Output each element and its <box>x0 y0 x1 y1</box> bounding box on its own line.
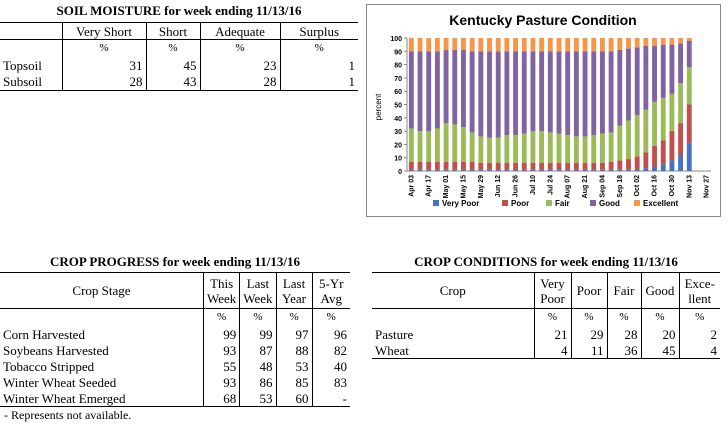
chart-bar-segment <box>661 98 666 141</box>
chart-bar-segment <box>600 51 605 133</box>
progress-unit: % <box>312 309 350 327</box>
chart-bar-segment <box>687 143 692 171</box>
soil-header-blank <box>0 23 62 40</box>
chart-bar-segment <box>591 135 596 163</box>
chart-bar-segment <box>496 51 501 137</box>
chart-bar-segment <box>574 163 579 170</box>
chart-bar-segment <box>478 170 483 171</box>
pasture-condition-chart <box>366 4 721 217</box>
soil-cell: 1 <box>280 57 358 74</box>
chart-bar-segment <box>487 138 492 163</box>
chart-x-tick-label: Oct 02 <box>634 175 642 197</box>
chart-bar-segment <box>591 38 596 51</box>
chart-bar-segment <box>652 167 657 171</box>
chart-bar-segment <box>470 38 475 51</box>
chart-bar-segment <box>609 132 614 161</box>
chart-bar-segment <box>678 155 683 171</box>
progress-cell: 86 <box>240 375 276 391</box>
soil-row-label: Subsoil <box>0 74 62 91</box>
chart-bar-segment <box>669 45 674 94</box>
chart-bar-segment <box>513 163 518 170</box>
chart-bar-segment <box>678 38 683 43</box>
chart-bar-segment <box>652 146 657 167</box>
chart-bar-segment <box>626 49 631 121</box>
chart-bar-segment <box>652 38 657 46</box>
progress-cell: 96 <box>312 327 350 343</box>
progress-cell: - <box>312 391 350 407</box>
crop-progress-title: CROP PROGRESS for week ending 11/13/16 <box>49 254 301 269</box>
chart-bar-segment <box>548 51 553 132</box>
soil-header-adequate: Adequate <box>200 23 280 40</box>
chart-bar-segment <box>496 163 501 170</box>
conditions-unit: % <box>607 309 641 327</box>
soil-row-label: Topsoil <box>3 57 42 73</box>
conditions-header-crop: Crop <box>372 273 534 309</box>
chart-y-tick-label: 20 <box>394 142 402 150</box>
chart-bar-segment <box>574 51 579 136</box>
chart-bar-segment <box>435 38 440 51</box>
progress-cell: 85 <box>276 375 312 391</box>
chart-bar-segment <box>635 38 640 47</box>
chart-bar-segment <box>652 46 657 102</box>
soil-cell: 28 <box>62 74 146 91</box>
progress-row-label: Tobacco Stripped <box>3 359 95 374</box>
chart-bar-segment <box>444 50 449 123</box>
chart-bar-segment <box>548 170 553 171</box>
chart-y-tick-label: 100 <box>390 36 402 43</box>
progress-unit: % <box>240 309 276 327</box>
chart-legend-swatch <box>433 200 439 206</box>
progress-cell: 53 <box>240 391 276 407</box>
chart-bar-segment <box>609 38 614 51</box>
chart-x-tick-label: Jun 26 <box>512 175 520 198</box>
soil-unit: % <box>146 40 200 57</box>
chart-x-tick-label: Nov 27 <box>703 175 711 198</box>
chart-bar-segment <box>426 38 431 51</box>
chart-bar-segment <box>409 51 414 128</box>
chart-bar-segment <box>470 51 475 132</box>
chart-bar-segment <box>600 163 605 170</box>
chart-bar-segment <box>643 110 648 153</box>
chart-y-tick-label: 80 <box>394 62 402 70</box>
chart-x-tick-label: Aug 07 <box>564 175 572 199</box>
chart-bar-segment <box>531 163 536 170</box>
chart-bar-segment <box>426 170 431 171</box>
chart-bar-segment <box>426 162 431 170</box>
conditions-header-col: Exce- llent <box>679 273 720 309</box>
progress-unit: % <box>203 309 239 327</box>
progress-row-label: Soybeans Harvested <box>3 343 109 358</box>
chart-x-tick-label: Sep 04 <box>599 175 607 198</box>
soil-moisture-title: SOIL MOISTURE for week ending 11/13/16 <box>56 3 302 18</box>
chart-x-tick-label: Nov 13 <box>686 175 694 198</box>
chart-bar-segment <box>565 135 570 163</box>
chart-x-tick-label: Apr 03 <box>408 175 416 197</box>
chart-bar-segment <box>531 51 536 131</box>
chart-legend-label: Fair <box>555 199 570 208</box>
soil-unit-blank <box>0 40 62 57</box>
chart-bar-segment <box>635 47 640 115</box>
chart-bar-segment <box>461 162 466 170</box>
chart-bar-segment <box>539 163 544 170</box>
conditions-cell: 28 <box>607 327 641 343</box>
soil-cell: 23 <box>200 57 280 74</box>
chart-bar-segment <box>496 138 501 163</box>
progress-cell: 93 <box>203 375 239 391</box>
chart-bar-segment <box>617 38 622 50</box>
chart-bar-segment <box>635 156 640 169</box>
chart-bar-segment <box>591 170 596 171</box>
chart-bar-segment <box>426 131 431 162</box>
chart-bar-segment <box>461 38 466 50</box>
chart-bar-segment <box>626 159 631 170</box>
conditions-unit: % <box>641 309 679 327</box>
progress-cell: 55 <box>203 359 239 375</box>
chart-bar-segment <box>522 170 527 171</box>
chart-bar-segment <box>409 170 414 171</box>
chart-y-tick-label: 50 <box>394 102 402 110</box>
conditions-cell: 45 <box>641 343 679 359</box>
chart-bar-segment <box>609 51 614 132</box>
chart-bar-segment <box>487 170 492 171</box>
conditions-cell: 2 <box>679 327 720 343</box>
chart-bar-segment <box>617 160 622 169</box>
progress-header-col: This Week <box>203 273 239 309</box>
chart-x-tick-label: Jun 12 <box>495 175 503 198</box>
chart-bar-segment <box>548 132 553 163</box>
progress-header-col: 5-Yr Avg <box>312 273 350 309</box>
chart-bar-segment <box>600 38 605 51</box>
chart-bar-segment <box>687 38 692 41</box>
chart-bar-segment <box>470 170 475 171</box>
soil-unit: % <box>62 40 146 57</box>
chart-y-tick-label: 90 <box>394 49 402 57</box>
chart-bar-segment <box>557 51 562 133</box>
chart-bar-segment <box>470 162 475 170</box>
chart-bar-segment <box>661 164 666 171</box>
progress-cell: 99 <box>203 327 239 343</box>
chart-bar-segment <box>444 38 449 50</box>
chart-bar-segment <box>669 38 674 45</box>
chart-bar-segment <box>574 38 579 51</box>
chart-bar-segment <box>643 152 648 168</box>
chart-x-tick-label: Aug 21 <box>582 175 590 199</box>
chart-bar-segment <box>565 170 570 171</box>
progress-row-label: Winter Wheat Seeded <box>3 375 117 390</box>
progress-cell: 99 <box>240 327 276 343</box>
chart-x-tick-label: Jul 24 <box>547 175 555 195</box>
chart-legend-swatch <box>634 200 640 206</box>
chart-bar-segment <box>643 168 648 171</box>
progress-cell: 83 <box>312 375 350 391</box>
progress-header-col: Last Week <box>240 273 276 309</box>
chart-bar-segment <box>678 43 683 83</box>
chart-bar-segment <box>609 162 614 170</box>
conditions-cell: 21 <box>534 327 571 343</box>
progress-cell: 93 <box>203 343 239 359</box>
chart-legend <box>433 199 678 208</box>
chart-bar-segment <box>513 170 518 171</box>
chart-bar-segment <box>626 120 631 159</box>
chart-bar-segment <box>452 124 457 161</box>
soil-moisture-table <box>0 22 358 91</box>
chart-bar-segment <box>435 128 440 161</box>
chart-title: Kentucky Pasture Condition <box>449 12 637 28</box>
chart-bar-segment <box>539 170 544 171</box>
chart-bar-segment <box>548 38 553 51</box>
chart-svg <box>367 5 720 216</box>
chart-bar-segment <box>583 170 588 171</box>
chart-x-tick-label: May 01 <box>443 175 451 199</box>
chart-bar-segment <box>539 131 544 163</box>
chart-bar-segment <box>687 67 692 104</box>
chart-x-tick-label: May 29 <box>477 175 485 199</box>
chart-y-tick-label: 60 <box>394 89 402 97</box>
chart-bar-segment <box>609 170 614 171</box>
chart-legend-swatch <box>502 200 508 206</box>
chart-bar-segment <box>478 51 483 136</box>
conditions-row-label: Wheat <box>372 343 534 359</box>
chart-bar-segment <box>565 38 570 51</box>
chart-bar-segment <box>435 162 440 170</box>
chart-bar-segment <box>504 38 509 51</box>
chart-bar-segment <box>435 170 440 171</box>
chart-y-tick-label: 0 <box>398 169 402 176</box>
crop-progress-table <box>0 272 350 407</box>
chart-bar-segment <box>496 38 501 51</box>
chart-legend-label: Good <box>599 199 620 208</box>
progress-row-label: Winter Wheat Emerged <box>0 391 203 407</box>
soil-header-surplus: Surplus <box>280 23 358 40</box>
soil-cell: 43 <box>146 74 200 91</box>
chart-y-tick-label: 40 <box>394 115 402 123</box>
chart-bar-segment <box>418 131 423 162</box>
conditions-cell: 36 <box>607 343 641 359</box>
chart-bar-segment <box>678 123 683 155</box>
chart-plot-area <box>390 36 711 198</box>
chart-bar-segment <box>409 162 414 170</box>
soil-cell: 1 <box>280 74 358 91</box>
conditions-unit: % <box>534 309 571 327</box>
chart-bar-segment <box>470 132 475 161</box>
chart-bar-segment <box>583 38 588 51</box>
chart-bar-segment <box>513 135 518 163</box>
conditions-cell: 11 <box>571 343 607 359</box>
chart-bar-segment <box>522 163 527 170</box>
chart-y-tick-label: 30 <box>394 129 402 137</box>
chart-bar-segment <box>522 134 527 163</box>
chart-x-tick-label: Apr 17 <box>425 175 433 197</box>
chart-bar-segment <box>487 38 492 51</box>
crop-conditions-table <box>372 272 720 359</box>
chart-bar-segment <box>652 102 657 146</box>
chart-bar-segment <box>565 163 570 170</box>
soil-cell: 28 <box>200 74 280 91</box>
chart-bar-segment <box>444 123 449 162</box>
soil-header-very-short: Very Short <box>62 23 146 40</box>
chart-bar-segment <box>539 51 544 131</box>
chart-bar-segment <box>643 46 648 110</box>
chart-bar-segment <box>557 134 562 163</box>
chart-bar-segment <box>687 41 692 68</box>
chart-bar-segment <box>496 170 501 171</box>
chart-bar-segment <box>617 170 622 171</box>
chart-bar-segment <box>635 170 640 171</box>
conditions-row-label: Pasture <box>375 327 414 342</box>
progress-cell: 82 <box>312 343 350 359</box>
progress-cell: 68 <box>203 391 239 407</box>
chart-x-tick-label: May 15 <box>460 175 468 199</box>
chart-x-tick-label: Oct 16 <box>651 175 659 197</box>
chart-bar-segment <box>418 170 423 171</box>
chart-bar-segment <box>548 163 553 170</box>
progress-cell: 53 <box>276 359 312 375</box>
chart-bar-segment <box>557 170 562 171</box>
chart-bar-segment <box>409 38 414 51</box>
conditions-unit: % <box>571 309 607 327</box>
progress-cell: 40 <box>312 359 350 375</box>
crop-conditions-title: CROP CONDITIONS for week ending 11/13/16 <box>414 254 678 269</box>
chart-legend-label: Excellent <box>643 199 679 208</box>
conditions-cell: 4 <box>679 343 720 359</box>
chart-bar-segment <box>539 38 544 51</box>
chart-bar-segment <box>669 131 674 160</box>
chart-bar-segment <box>678 83 683 123</box>
chart-x-tick-label: Oct 30 <box>668 175 676 197</box>
chart-bar-segment <box>461 127 466 162</box>
conditions-cell: 20 <box>641 327 679 343</box>
chart-bar-segment <box>418 38 423 51</box>
chart-bar-segment <box>669 94 674 131</box>
soil-header-short: Short <box>146 23 200 40</box>
chart-bar-segment <box>461 170 466 171</box>
conditions-unit: % <box>679 309 720 327</box>
chart-bar-segment <box>504 170 509 171</box>
chart-bar-segment <box>452 162 457 170</box>
chart-y-tick-label: 70 <box>394 75 402 83</box>
chart-legend-swatch <box>546 200 552 206</box>
chart-bar-segment <box>504 135 509 163</box>
chart-legend-label: Poor <box>511 199 530 208</box>
soil-unit: % <box>280 40 358 57</box>
progress-cell: 48 <box>240 359 276 375</box>
chart-bar-segment <box>583 136 588 163</box>
chart-bar-segment <box>418 51 423 131</box>
chart-bar-segment <box>687 105 692 144</box>
chart-bar-segment <box>643 38 648 46</box>
chart-bar-segment <box>574 136 579 163</box>
progress-row-label: Corn Harvested <box>3 327 85 342</box>
chart-bar-segment <box>583 51 588 136</box>
conditions-cell: 4 <box>534 343 571 359</box>
chart-bar-segment <box>557 163 562 170</box>
chart-bar-segment <box>669 160 674 171</box>
chart-bar-segment <box>600 170 605 171</box>
progress-cell: 60 <box>276 391 312 407</box>
not-available-note: - Represents not available. <box>4 408 132 422</box>
chart-bar-segment <box>626 38 631 49</box>
chart-bar-segment <box>478 136 483 163</box>
chart-y-axis-label: percent <box>374 93 383 121</box>
chart-x-tick-label: Jul 10 <box>529 175 537 195</box>
chart-bar-segment <box>444 170 449 171</box>
chart-legend-swatch <box>590 200 596 206</box>
chart-bar-segment <box>487 163 492 170</box>
chart-bar-segment <box>591 163 596 170</box>
chart-bar-segment <box>504 51 509 135</box>
conditions-unit-blank <box>372 309 534 327</box>
chart-bar-segment <box>452 38 457 50</box>
progress-unit-blank <box>0 309 203 327</box>
chart-bar-segment <box>531 131 536 163</box>
chart-bar-segment <box>626 170 631 171</box>
chart-bar-segment <box>583 163 588 170</box>
chart-legend-label: Very Poor <box>442 199 480 208</box>
chart-bar-segment <box>452 170 457 171</box>
chart-bar-segment <box>478 38 483 51</box>
chart-bar-segment <box>426 51 431 131</box>
conditions-cell: 29 <box>571 327 607 343</box>
soil-cell: 31 <box>62 57 146 74</box>
chart-bar-segment <box>591 51 596 135</box>
chart-bar-segment <box>557 38 562 51</box>
chart-bar-segment <box>600 134 605 163</box>
chart-bar-segment <box>444 162 449 170</box>
progress-cell: 87 <box>240 343 276 359</box>
chart-bar-segment <box>487 51 492 137</box>
chart-bar-segment <box>513 38 518 51</box>
chart-bar-segment <box>418 162 423 170</box>
chart-bar-segment <box>522 38 527 51</box>
conditions-header-col: Poor <box>571 273 607 309</box>
chart-bar-segment <box>531 38 536 51</box>
conditions-header-col: Good <box>641 273 679 309</box>
chart-bar-segment <box>504 163 509 170</box>
chart-bar-segment <box>635 115 640 156</box>
chart-bar-segment <box>452 50 457 124</box>
chart-bar-segment <box>513 51 518 135</box>
chart-bar-segment <box>661 38 666 45</box>
chart-bar-segment <box>617 50 622 126</box>
chart-bar-segment <box>661 140 666 164</box>
chart-bar-segment <box>574 170 579 171</box>
conditions-header-col: Fair <box>607 273 641 309</box>
progress-unit: % <box>276 309 312 327</box>
chart-bar-segment <box>531 170 536 171</box>
chart-bar-segment <box>478 163 483 170</box>
progress-header-col: Last Year <box>276 273 312 309</box>
chart-y-tick-label: 10 <box>394 155 402 163</box>
chart-bar-segment <box>461 50 466 127</box>
chart-bar-segment <box>409 128 414 161</box>
progress-cell: 97 <box>276 327 312 343</box>
conditions-header-col: Very Poor <box>534 273 571 309</box>
chart-bar-segment <box>522 51 527 133</box>
chart-bar-segment <box>617 126 622 161</box>
progress-cell: 88 <box>276 343 312 359</box>
chart-bar-segment <box>435 51 440 128</box>
chart-x-tick-label: Sep 18 <box>616 175 624 198</box>
progress-header-stage: Crop Stage <box>0 273 203 309</box>
soil-unit: % <box>200 40 280 57</box>
soil-cell: 45 <box>146 57 200 74</box>
chart-bar-segment <box>661 45 666 98</box>
chart-bar-segment <box>565 51 570 135</box>
